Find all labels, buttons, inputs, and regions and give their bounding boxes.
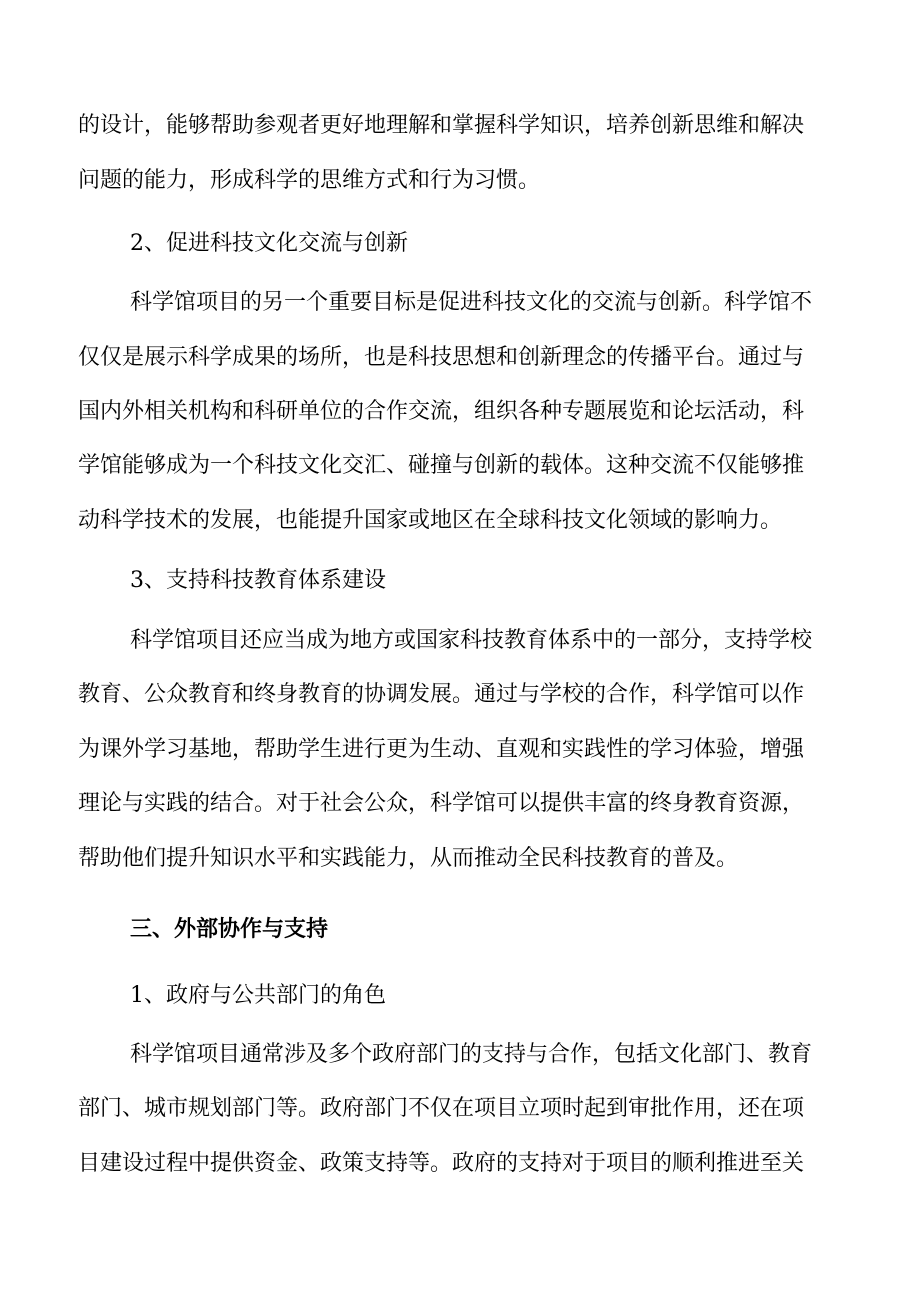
paragraph-line: 教育、公众教育和终身教育的协调发展。通过与学校的合作，科学馆可以作 — [78, 682, 805, 707]
chapter-heading: 三、外部协作与支持 — [130, 916, 329, 942]
paragraph-line: 的设计，能够帮助参观者更好地理解和掌握科学知识，培养创新思维和解决 — [78, 113, 805, 138]
paragraph-line: 问题的能力，形成科学的思维方式和行为习惯。 — [78, 168, 541, 193]
paragraph-line: 目建设过程中提供资金、政策支持等。政府的支持对于项目的顺利推进至关 — [78, 1151, 805, 1176]
paragraph-line: 仅仅是展示科学成果的场所，也是科技思想和创新理念的传播平台。通过与 — [78, 345, 805, 370]
paragraph-line: 科学馆项目还应当成为地方或国家科技教育体系中的一部分，支持学校 — [130, 628, 813, 653]
paragraph-line: 帮助他们提升知识水平和实践能力，从而推动全民科技教育的普及。 — [78, 846, 739, 871]
paragraph-line: 科学馆项目通常涉及多个政府部门的支持与合作，包括文化部门、教育 — [130, 1042, 813, 1067]
paragraph-line: 学馆能够成为一个科技文化交汇、碰撞与创新的载体。这种交流不仅能够推 — [78, 453, 805, 478]
paragraph-line: 理论与实践的结合。对于社会公众，科学馆可以提供丰富的终身教育资源， — [78, 791, 805, 816]
paragraph-line: 部门、城市规划部门等。政府部门不仅在项目立项时起到审批作用，还在项 — [78, 1096, 805, 1121]
paragraph-line: 为课外学习基地，帮助学生进行更为生动、直观和实践性的学习体验，增强 — [78, 737, 805, 762]
paragraph-line: 国内外相关机构和科研单位的合作交流，组织各种专题展览和论坛活动，科 — [78, 399, 805, 424]
section-heading: 2、促进科技文化交流与创新 — [130, 231, 408, 256]
paragraph-line: 动科学技术的发展，也能提升国家或地区在全球科技文化领域的影响力。 — [78, 508, 783, 533]
section-heading: 1、政府与公共部门的角色 — [130, 983, 386, 1008]
section-heading: 3、支持科技教育体系建设 — [130, 568, 386, 593]
paragraph-line: 科学馆项目的另一个重要目标是促进科技文化的交流与创新。科学馆不 — [130, 290, 813, 315]
